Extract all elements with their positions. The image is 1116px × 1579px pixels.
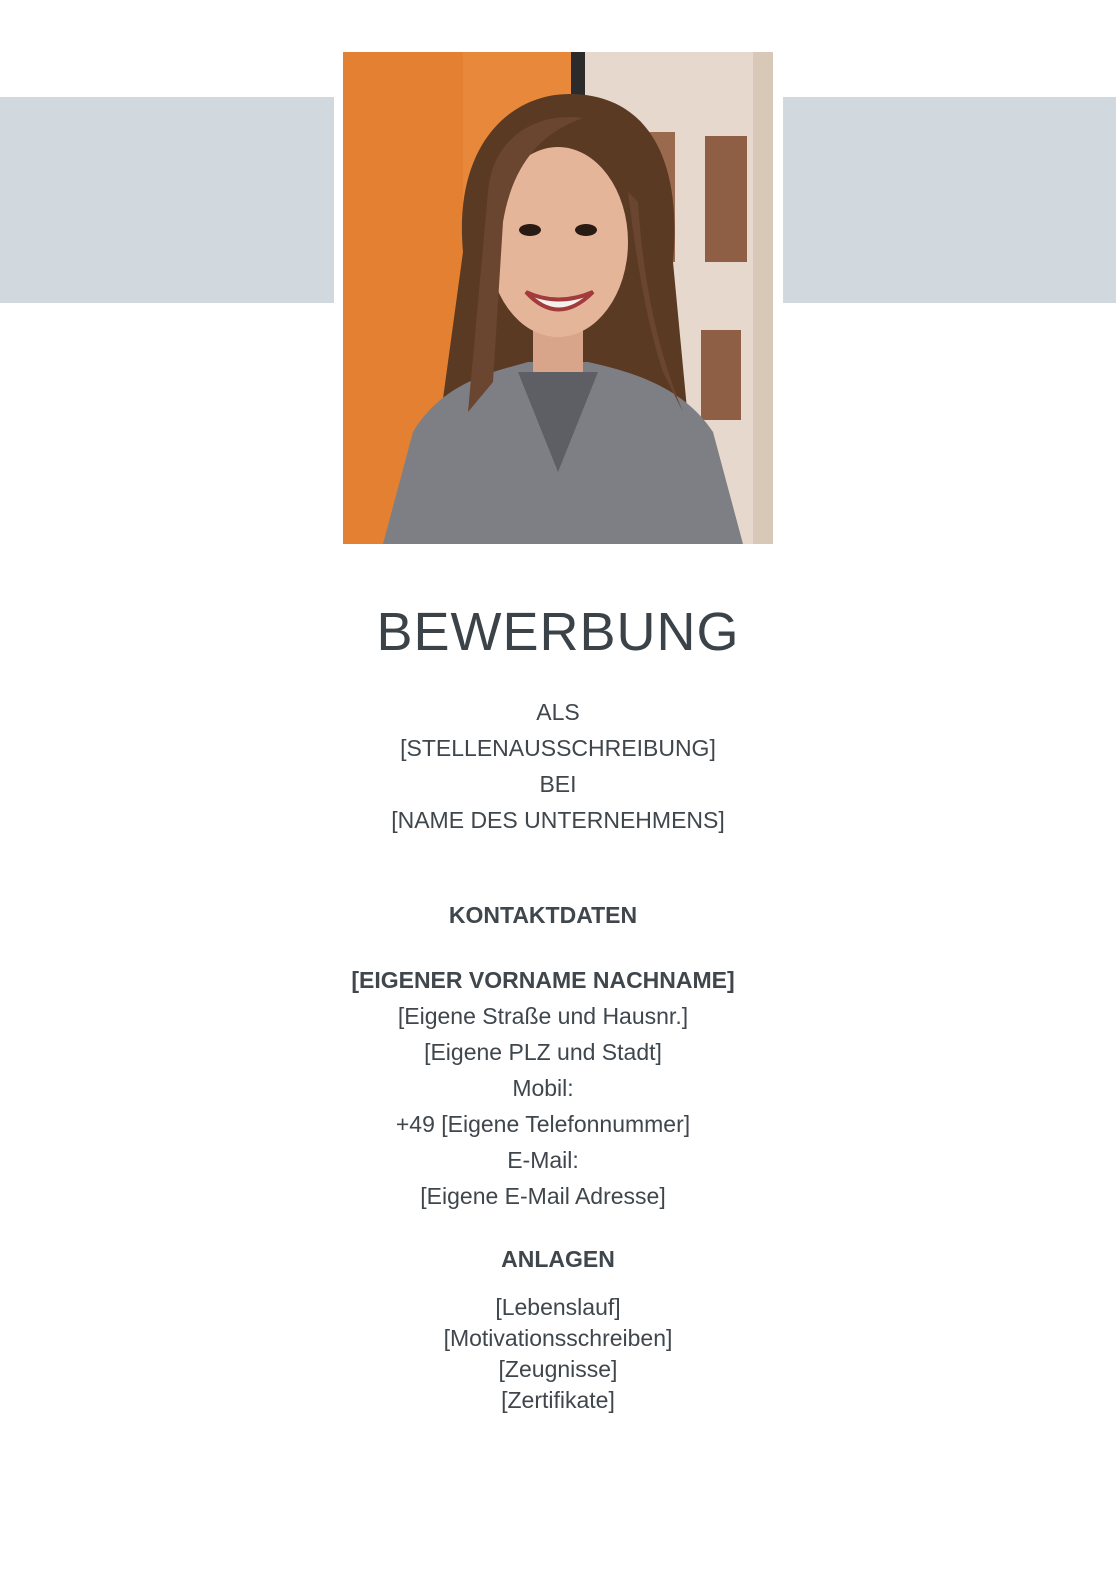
header-band-left bbox=[0, 97, 334, 303]
page-title: BEWERBUNG bbox=[376, 602, 740, 662]
attachment-item: [Motivationsschreiben] bbox=[443, 1325, 673, 1351]
subtitle-line-bei: BEI bbox=[539, 771, 577, 797]
subtitle-line-company: [NAME DES UNTERNEHMENS] bbox=[391, 807, 725, 833]
contact-email-value: [Eigene E-Mail Adresse] bbox=[420, 1183, 666, 1209]
attachments-list bbox=[0, 1292, 1116, 1416]
contact-mobile-value: +49 [Eigene Telefonnummer] bbox=[395, 1111, 691, 1137]
contact-details bbox=[0, 962, 1086, 1214]
application-subtitle bbox=[0, 694, 1116, 838]
header-band-right bbox=[783, 97, 1116, 303]
portrait-illustration bbox=[343, 52, 773, 544]
subtitle-line-als: ALS bbox=[536, 699, 580, 725]
attachments-heading: ANLAGEN bbox=[501, 1246, 615, 1272]
contact-email-label: E-Mail: bbox=[507, 1147, 579, 1173]
attachment-item: [Zeugnisse] bbox=[498, 1356, 618, 1382]
contact-street: [Eigene Straße und Hausnr.] bbox=[397, 1003, 689, 1029]
contact-city: [Eigene PLZ und Stadt] bbox=[424, 1039, 662, 1065]
attachment-item: [Lebenslauf] bbox=[495, 1294, 621, 1320]
portrait-photo bbox=[343, 52, 773, 544]
attachment-item: [Zertifikate] bbox=[501, 1387, 615, 1413]
subtitle-line-position: [STELLENAUSSCHREIBUNG] bbox=[400, 735, 716, 761]
contact-name: [EIGENER VORNAME NACHNAME] bbox=[351, 967, 735, 993]
contact-heading: KONTAKTDATEN bbox=[448, 902, 638, 928]
contact-mobile-label: Mobil: bbox=[512, 1075, 574, 1101]
